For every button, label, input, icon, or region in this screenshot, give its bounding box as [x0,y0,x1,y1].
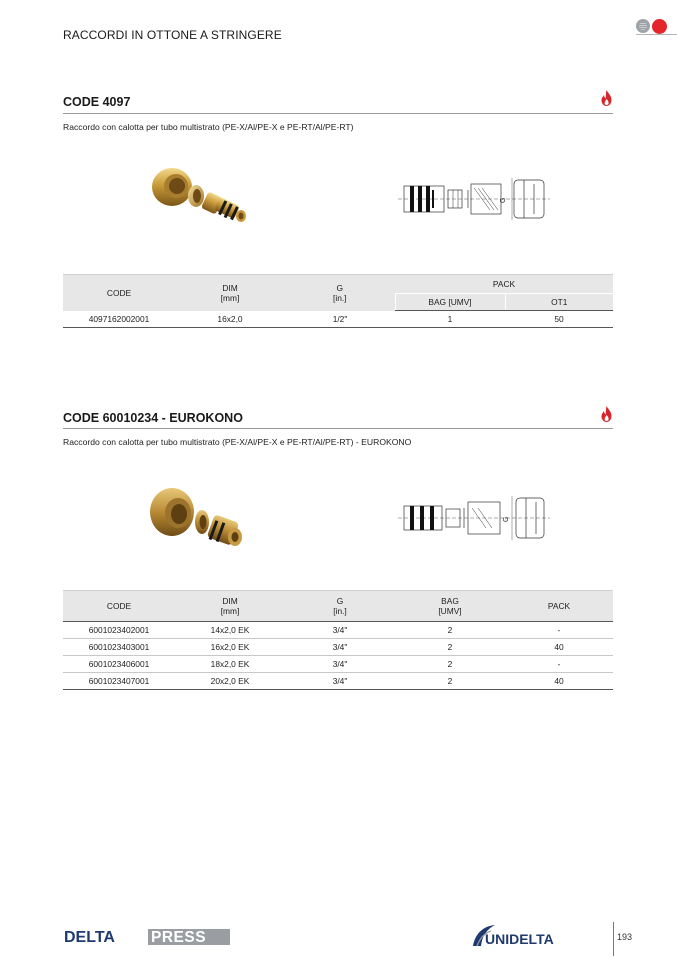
table-row [63,673,613,690]
section-2-table [63,590,613,690]
cell-dim: 20x2,0 EK [175,673,285,690]
red-dot-icon [652,19,667,34]
cell-g: 1/2" [285,311,395,328]
cell-bag: 2 [395,656,505,673]
section-2-title: CODE 60010234 - EUROKONO [63,411,243,425]
brand-unidelta: UNIDELTA [485,931,554,947]
cell-code: 6001023406001 [63,656,175,673]
cell-pack: 40 [505,673,613,690]
cell-pack: - [505,622,613,639]
flame-icon [601,90,612,106]
header-divider [636,34,677,35]
brand-press: PRESS [151,929,207,946]
col-header-code: CODE [63,591,175,622]
cell-code: 6001023402001 [63,622,175,639]
col-header-ot1: OT1 [505,294,613,311]
cell-g: 3/4" [285,656,395,673]
drawing-g-label: G [500,197,507,203]
cell-bag: 2 [395,622,505,639]
brand-delta: DELTA [64,929,115,946]
section-1-description: Raccordo con calotta per tubo multistrato (PE-X/Al/PE-X e PE-RT/Al/PE-RT) [63,122,354,132]
cell-code: 4097162002001 [63,311,175,328]
category-dots [636,19,670,35]
cell-dim: 18x2,0 EK [175,656,285,673]
col-header-code: CODE [63,275,175,311]
section-2-rule [63,428,613,429]
cell-code: 6001023403001 [63,639,175,656]
page-number: 193 [617,932,633,942]
cell-bag: 2 [395,639,505,656]
cell-pack: 40 [505,639,613,656]
col-header-bag: BAG [UMV] [395,591,505,622]
grey-dot-icon [636,19,650,33]
technical-drawing [398,494,550,542]
fitting-photo [148,484,248,556]
cell-bag: 1 [395,311,505,328]
col-header-dim: DIM [mm] [175,591,285,622]
cell-g: 3/4" [285,639,395,656]
cell-dim: 16x2,0 [175,311,285,328]
section-2-description: Raccordo con calotta per tubo multistrato (PE-X/Al/PE-X e PE-RT/Al/PE-RT) - EUROKONO [63,437,412,447]
unidelta-logo [471,922,607,948]
col-header-pack: PACK [395,275,613,294]
col-header-bag: BAG [UMV] [395,294,505,311]
col-header-pack: PACK [505,591,613,622]
technical-drawing [398,176,550,222]
deltapress-logo [64,928,234,946]
cell-dim: 14x2,0 EK [175,622,285,639]
table-row [63,639,613,656]
cell-ot1: 50 [505,311,613,328]
cell-bag: 2 [395,673,505,690]
flame-icon [601,406,612,422]
page-separator [613,922,614,956]
section-1-title: CODE 4097 [63,95,131,109]
page-title: RACCORDI IN OTTONE A STRINGERE [63,28,282,42]
col-header-g: G [in.] [285,275,395,311]
fitting-photo [150,160,250,226]
section-1-table [63,274,613,328]
cell-g: 3/4" [285,622,395,639]
col-header-dim: DIM [mm] [175,275,285,311]
table-row [63,311,613,328]
cell-g: 3/4" [285,673,395,690]
drawing-g-label: G [503,516,510,522]
cell-pack: - [505,656,613,673]
cell-code: 6001023407001 [63,673,175,690]
table-row [63,656,613,673]
col-header-g: G [in.] [285,591,395,622]
section-1-rule [63,113,613,114]
cell-dim: 16x2,0 EK [175,639,285,656]
table-row [63,622,613,639]
